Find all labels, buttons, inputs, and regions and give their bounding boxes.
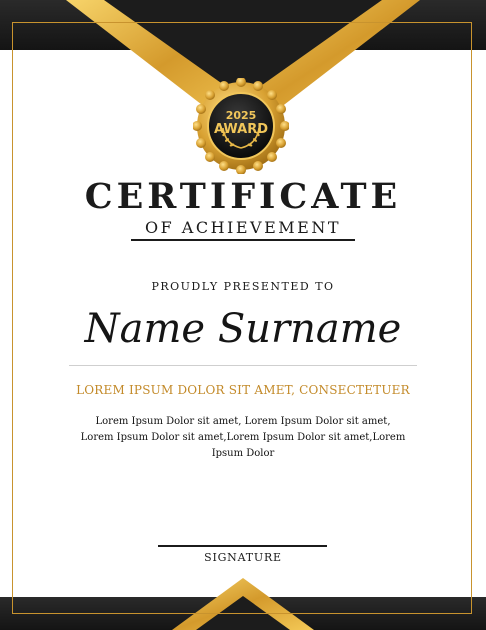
badge-year: 2025 bbox=[225, 109, 257, 122]
badge-label: AWARD bbox=[213, 122, 269, 137]
certificate-title: CERTIFICATE bbox=[84, 176, 402, 217]
signature-label: SIGNATURE bbox=[204, 551, 282, 564]
certificate-tagline: LOREM IPSUM DOLOR SIT AMET, CONSECTETUER bbox=[76, 383, 410, 397]
certificate-body-text: Lorem Ipsum Dolor sit amet, Lorem Ipsum Dolor sit amet, Lorem Ipsum Dolor sit amet,Lorem Ipsum Dolor sit amet,Lorem Ipsum Dolor bbox=[80, 416, 406, 459]
award-seal-icon bbox=[193, 78, 289, 174]
presented-to-label: PROUDLY PRESENTED TO bbox=[151, 280, 335, 293]
name-divider bbox=[69, 365, 417, 366]
signature-line bbox=[158, 545, 327, 547]
subtitle-underline bbox=[131, 239, 355, 241]
recipient-name: Name Surname bbox=[84, 306, 402, 352]
certificate-subtitle: OF ACHIEVEMENT bbox=[144, 218, 342, 237]
